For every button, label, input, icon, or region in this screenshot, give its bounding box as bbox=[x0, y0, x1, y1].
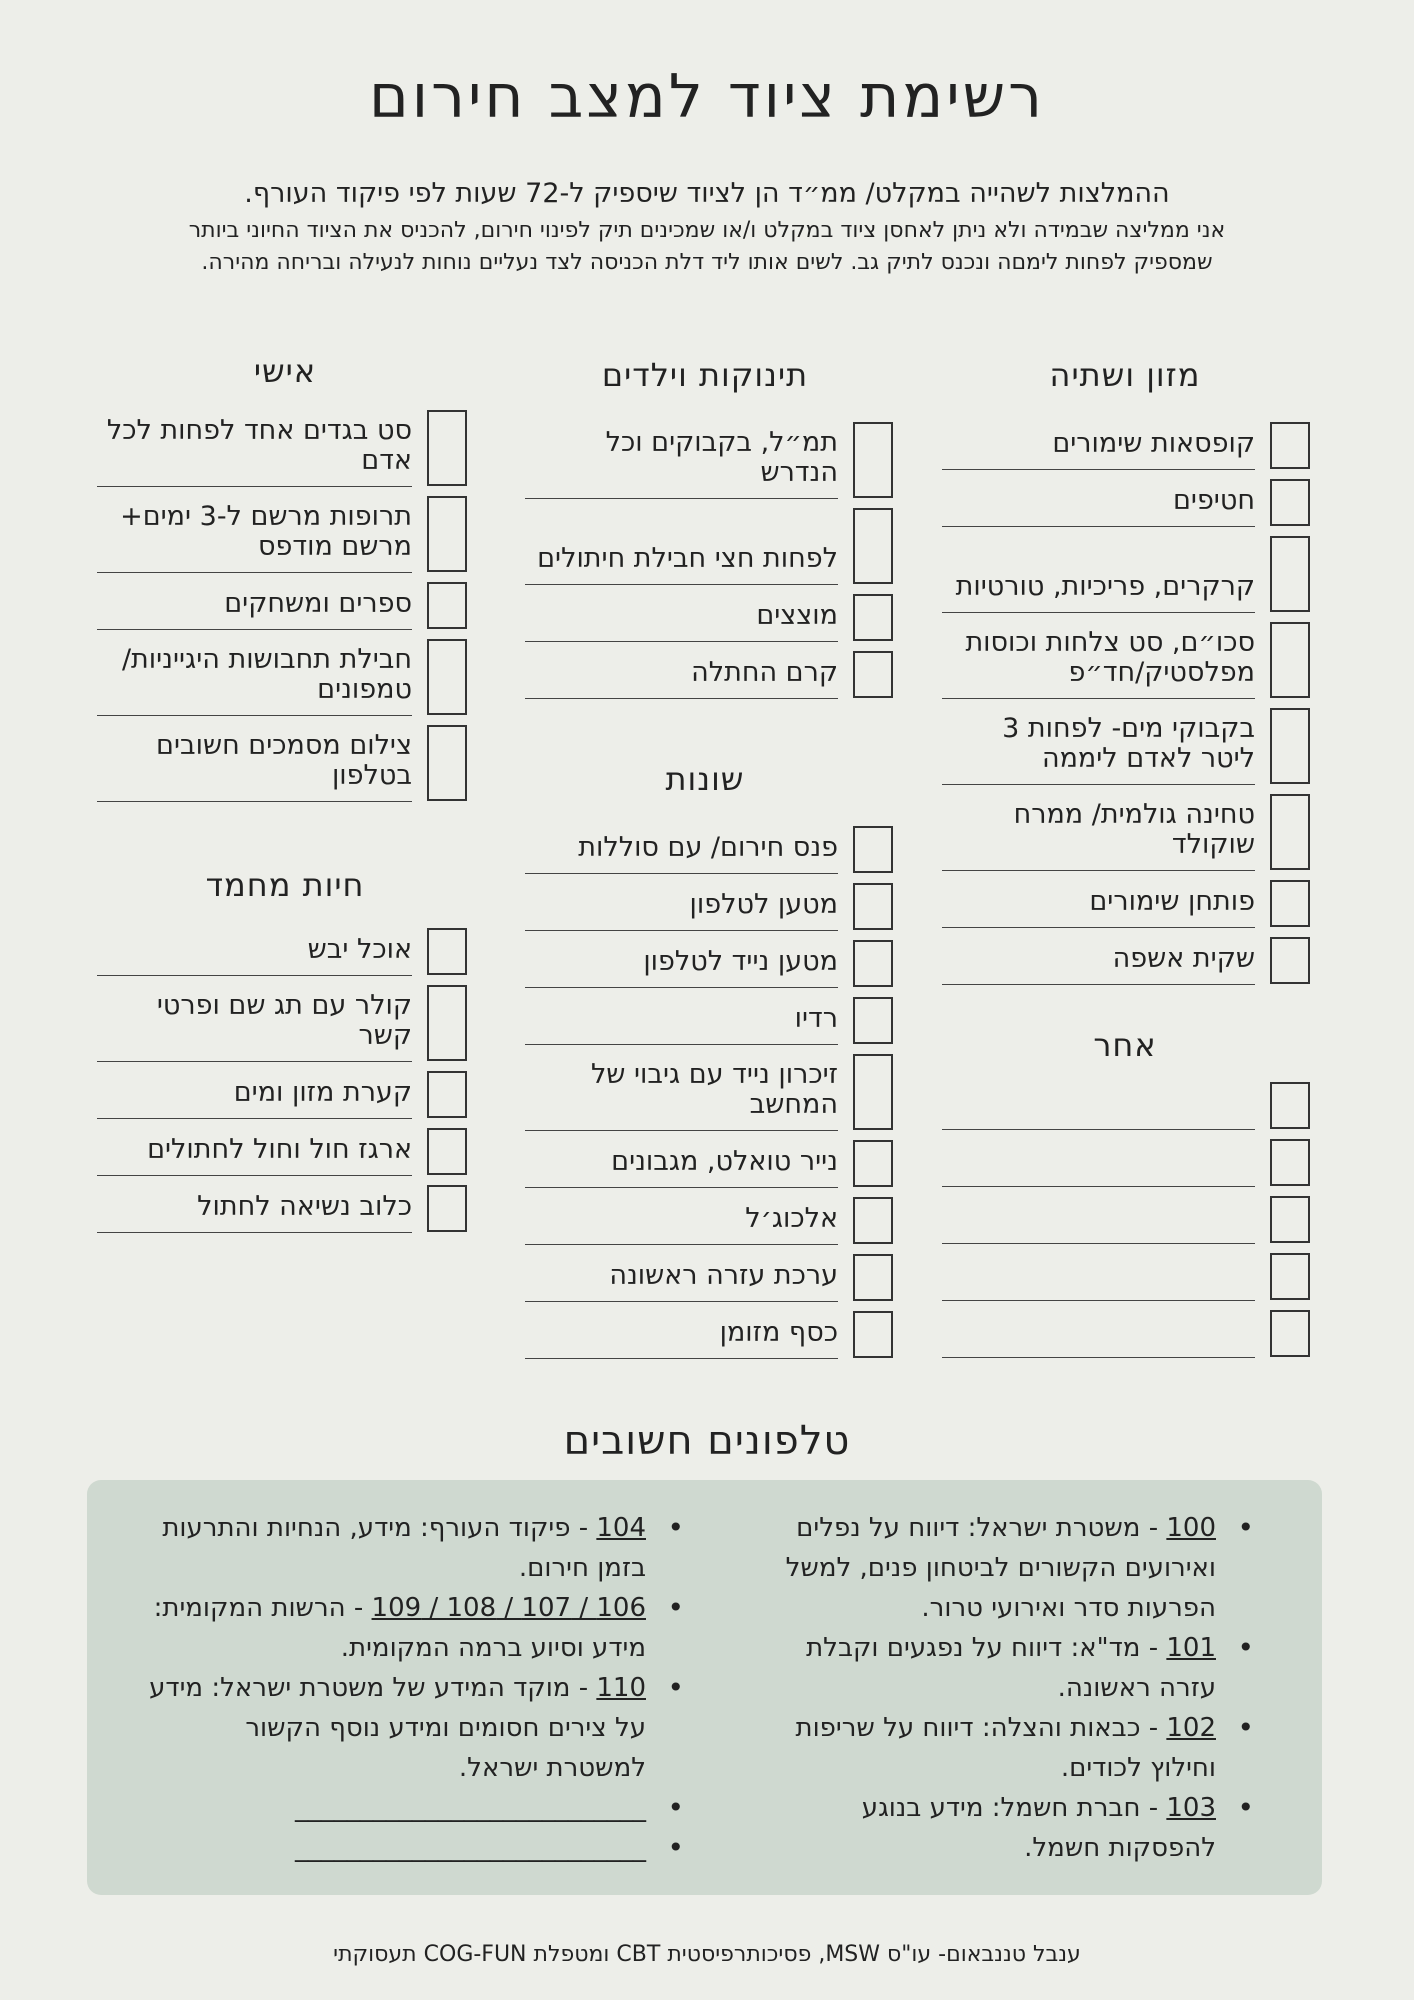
checklist-item bbox=[525, 1311, 893, 1359]
checkbox[interactable] bbox=[427, 928, 467, 975]
checklist-item bbox=[97, 582, 467, 630]
checkbox[interactable] bbox=[427, 1185, 467, 1232]
phone-description: - כבאות והצלה: דיווח על שריפות וחילוץ לכודים. bbox=[795, 1713, 1216, 1783]
checkbox[interactable] bbox=[1270, 1253, 1310, 1300]
checklist-item-label: מטען לטלפון bbox=[525, 890, 838, 931]
checklist-item-label: פותחן שימורים bbox=[942, 887, 1255, 928]
checklist-item bbox=[97, 639, 467, 716]
phone-number: 102 bbox=[1166, 1713, 1216, 1743]
checklist-item-label: נייר טואלט, מגבונים bbox=[525, 1147, 838, 1188]
checklist-item-label: תמ״ל, בקבוקים וכל הנדרש bbox=[525, 428, 838, 499]
checklist-item bbox=[942, 1253, 1310, 1301]
checklist-item-label: תרופות מרשם ל-3 ימים+ מרשם מודפס bbox=[97, 502, 412, 573]
checklist-item bbox=[525, 940, 893, 988]
section-title-misc: שונות bbox=[665, 760, 745, 798]
checklist-item bbox=[525, 422, 893, 499]
checkbox[interactable] bbox=[427, 582, 467, 629]
intro-line-2: אני ממליצה שבמידה ולא ניתן לאחסן ציוד במקלט ו/או שמכינים תיק לפינוי חירום, להכניס את הציוד החיוני ביותר bbox=[188, 218, 1226, 243]
checklist-item-label bbox=[942, 1138, 1255, 1187]
checkbox[interactable] bbox=[853, 422, 893, 498]
list-personal bbox=[97, 410, 467, 811]
checklist-item-label: סט בגדים אחד לפחות לכל אדם bbox=[97, 416, 412, 487]
checklist-item-label: ערכת עזרה ראשונה bbox=[525, 1261, 838, 1302]
checkbox[interactable] bbox=[853, 508, 893, 584]
phone-number: 100 bbox=[1166, 1513, 1216, 1543]
phone-description: - הרשות המקומית: מידע וסיוע ברמה המקומית. bbox=[153, 1593, 646, 1663]
checklist-item bbox=[942, 1196, 1310, 1244]
checkbox[interactable] bbox=[1270, 1082, 1310, 1129]
checklist-item-label: קערת מזון ומים bbox=[97, 1078, 412, 1119]
section-title-food: מזון ושתיה bbox=[1049, 356, 1201, 394]
phone-number: 104 bbox=[596, 1513, 646, 1543]
phones-left-list bbox=[146, 1508, 694, 1868]
checklist-item bbox=[942, 622, 1310, 699]
checklist-item-label bbox=[942, 1081, 1255, 1130]
checklist-item-label: קופסאות שימורים bbox=[942, 429, 1255, 470]
checklist-item-label: קולר עם תג שם ופרטי קשר bbox=[97, 991, 412, 1062]
phone-entry bbox=[759, 1788, 1264, 1868]
phone-description: ___________________________ bbox=[295, 1793, 646, 1823]
list-food bbox=[942, 422, 1310, 994]
checklist-item bbox=[97, 496, 467, 573]
checklist-item-label: אוכל יבש bbox=[97, 935, 412, 976]
checklist-item bbox=[525, 651, 893, 699]
checklist-item bbox=[525, 594, 893, 642]
page-title: רשימת ציוד למצב חירום bbox=[368, 62, 1046, 132]
section-title-pets: חיות מחמד bbox=[205, 866, 365, 904]
checklist-item-label: מטען נייד לטלפון bbox=[525, 947, 838, 988]
phone-entry bbox=[759, 1628, 1264, 1708]
phone-entry bbox=[759, 1508, 1264, 1628]
phone-number: 106 / 107 / 108 / 109 bbox=[371, 1593, 646, 1623]
checklist-item bbox=[942, 1139, 1310, 1187]
checklist-item-label: שקית אשפה bbox=[942, 944, 1255, 985]
checkbox[interactable] bbox=[1270, 1196, 1310, 1243]
intro-line-3: שמספיק לפחות לימםה ונכנס לתיק גב. לשים אותו ליד דלת הכניסה לצד נעליים נוחות לנעילה ובריחה מהירה. bbox=[201, 250, 1213, 275]
checkbox[interactable] bbox=[1270, 794, 1310, 870]
checklist-item-label bbox=[942, 1309, 1255, 1358]
checkbox[interactable] bbox=[853, 651, 893, 698]
phone-description: - חברת חשמל: מידע בנוגע להפסקות חשמל. bbox=[861, 1793, 1216, 1863]
checklist-item-label bbox=[942, 1195, 1255, 1244]
checklist-item bbox=[942, 1310, 1310, 1358]
phone-description: - מד"א: דיווח על נפגעים וקבלת עזרה ראשונה. bbox=[806, 1633, 1216, 1703]
checkbox[interactable] bbox=[427, 1071, 467, 1118]
phone-description: ___________________________ bbox=[295, 1833, 646, 1863]
checkbox[interactable] bbox=[1270, 1310, 1310, 1357]
checkbox[interactable] bbox=[427, 639, 467, 715]
checkbox[interactable] bbox=[1270, 536, 1310, 612]
checkbox[interactable] bbox=[853, 1197, 893, 1244]
checklist-item-label: לפחות חצי חבילת חיתולים bbox=[525, 544, 838, 585]
checklist-item bbox=[97, 985, 467, 1062]
checkbox[interactable] bbox=[427, 985, 467, 1061]
section-title-other: אחר bbox=[1093, 1026, 1157, 1064]
checkbox[interactable] bbox=[427, 410, 467, 486]
checklist-item bbox=[97, 928, 467, 976]
phones-right-list bbox=[759, 1508, 1264, 1868]
checkbox[interactable] bbox=[427, 725, 467, 801]
checklist-item bbox=[942, 422, 1310, 470]
checklist-item-label: רדיו bbox=[525, 1004, 838, 1045]
checkbox[interactable] bbox=[1270, 1139, 1310, 1186]
checkbox[interactable] bbox=[853, 883, 893, 930]
checkbox[interactable] bbox=[853, 940, 893, 987]
checkbox[interactable] bbox=[853, 594, 893, 641]
checkbox[interactable] bbox=[1270, 880, 1310, 927]
checklist-item-label: ארגז חול וחול לחתולים bbox=[97, 1135, 412, 1176]
intro-line-1: ההמלצות לשהייה במקלט/ ממ״ד הן לציוד שיספיק ל-72 שעות לפי פיקוד העורף. bbox=[244, 178, 1170, 209]
checkbox[interactable] bbox=[1270, 708, 1310, 784]
phone-number: 110 bbox=[596, 1673, 646, 1703]
footer-credit: ענבל טננבאום- עו"ס MSW, פסיכותרפיסטית CBT ומטפלת COG-FUN תעסוקתי bbox=[333, 1942, 1081, 1967]
list-other bbox=[942, 1082, 1310, 1367]
phone-number: 103 bbox=[1166, 1793, 1216, 1823]
checkbox[interactable] bbox=[1270, 422, 1310, 469]
phone-number: 101 bbox=[1166, 1633, 1216, 1663]
checklist-item-label bbox=[942, 1252, 1255, 1301]
checklist-item-label: פנס חירום/ עם סוללות bbox=[525, 833, 838, 874]
checkbox[interactable] bbox=[1270, 937, 1310, 984]
phone-description: - משטרת ישראל: דיווח על נפלים ואירועים הקשורים לביטחון פנים, למשל הפרעות סדר ואירועי טרור. bbox=[785, 1513, 1216, 1623]
checkbox[interactable] bbox=[427, 496, 467, 572]
checklist-item bbox=[525, 1054, 893, 1131]
phone-entry bbox=[146, 1508, 694, 1588]
checklist-item bbox=[942, 708, 1310, 785]
checklist-item bbox=[525, 997, 893, 1045]
checklist-item-label: כלוב נשיאה לחתול bbox=[97, 1192, 412, 1233]
checkbox[interactable] bbox=[853, 997, 893, 1044]
checklist-item bbox=[97, 1128, 467, 1176]
checklist-item-label: חטיפים bbox=[942, 486, 1255, 527]
list-babies bbox=[525, 422, 893, 708]
phones-panel bbox=[87, 1480, 1322, 1895]
checklist-item-label: בקבוקי מים- לפחות 3 ליטר לאדם ליממה bbox=[942, 714, 1255, 785]
phone-entry bbox=[146, 1668, 694, 1788]
phones-title: טלפונים חשובים bbox=[563, 1418, 851, 1464]
section-title-personal: אישי bbox=[253, 352, 317, 390]
checklist-item bbox=[942, 880, 1310, 928]
checklist-item bbox=[942, 794, 1310, 871]
checklist-item-label: סכו״ם, סט צלחות וכוסות מפלסטיק/חד״פ bbox=[942, 628, 1255, 699]
checklist-item-label: קרקרים, פריכיות, טורטיות bbox=[942, 572, 1255, 613]
phone-entry bbox=[759, 1708, 1264, 1788]
list-misc bbox=[525, 826, 893, 1368]
checklist-item-label: אלכוג׳ל bbox=[525, 1204, 838, 1245]
checklist-item bbox=[942, 536, 1310, 613]
checklist-item-label: מוצצים bbox=[525, 601, 838, 642]
phone-entry bbox=[146, 1588, 694, 1668]
checklist-item-label: צילום מסמכים חשובים בטלפון bbox=[97, 731, 412, 802]
checklist-item bbox=[942, 479, 1310, 527]
checklist-item bbox=[97, 1071, 467, 1119]
checkbox[interactable] bbox=[853, 1311, 893, 1358]
checkbox[interactable] bbox=[427, 1128, 467, 1175]
checkbox[interactable] bbox=[853, 1140, 893, 1187]
checklist-item-label: כסף מזומן bbox=[525, 1318, 838, 1359]
intro bbox=[70, 178, 1344, 279]
checklist-item bbox=[942, 1082, 1310, 1130]
checkbox[interactable] bbox=[1270, 479, 1310, 526]
checklist-item-label: טחינה גולמית/ ממרח שוקולד bbox=[942, 800, 1255, 871]
checklist-item bbox=[525, 883, 893, 931]
checkbox[interactable] bbox=[853, 1054, 893, 1130]
checklist-item bbox=[525, 1254, 893, 1302]
checklist-item-label: חבילת תחבושות היגייניות/ טמפונים bbox=[97, 645, 412, 716]
checkbox[interactable] bbox=[853, 1254, 893, 1301]
section-title-babies: תינוקות וילדים bbox=[601, 356, 809, 394]
checklist-item bbox=[97, 725, 467, 802]
checklist-item bbox=[97, 410, 467, 487]
phone-entry bbox=[146, 1828, 694, 1868]
checklist-item bbox=[525, 826, 893, 874]
checklist-item bbox=[525, 1140, 893, 1188]
checkbox[interactable] bbox=[1270, 622, 1310, 698]
checklist-item-label: קרם החתלה bbox=[525, 658, 838, 699]
checkbox[interactable] bbox=[853, 826, 893, 873]
checklist-item bbox=[97, 1185, 467, 1233]
checklist-item-label: זיכרון נייד עם גיבוי של המחשב bbox=[525, 1060, 838, 1131]
checklist-item bbox=[942, 937, 1310, 985]
checklist-item bbox=[525, 1197, 893, 1245]
checklist-item-label: ספרים ומשחקים bbox=[97, 589, 412, 630]
list-pets bbox=[97, 928, 467, 1242]
phone-description: - מוקד המידע של משטרת ישראל: מידע על צירים חסומים ומידע נוסף הקשור למשטרת ישראל. bbox=[149, 1673, 646, 1783]
checklist-item bbox=[525, 508, 893, 585]
phone-description: - פיקוד העורף: מידע, הנחיות והתרעות בזמן חירום. bbox=[162, 1513, 646, 1583]
phone-entry bbox=[146, 1788, 694, 1828]
